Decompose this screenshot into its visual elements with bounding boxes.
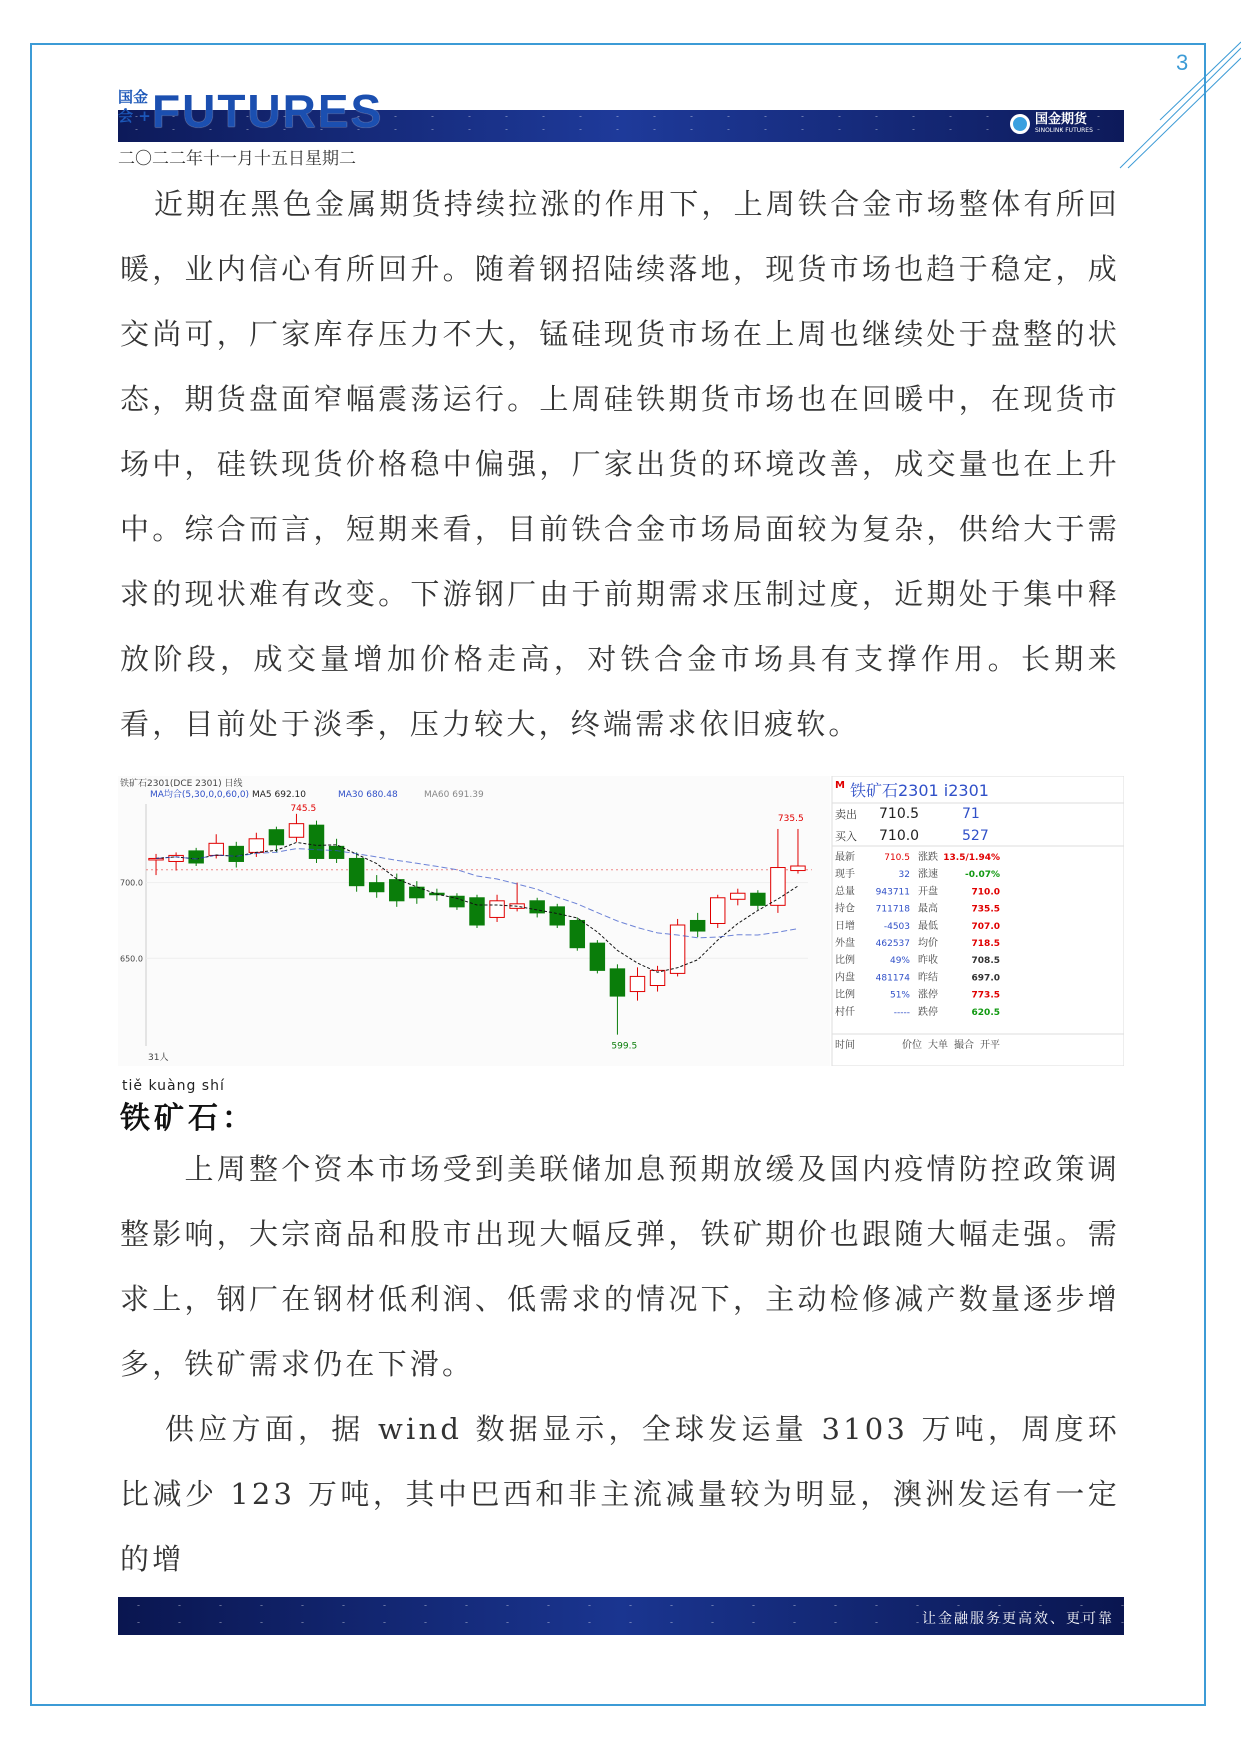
candle-body <box>369 883 383 892</box>
buy-price: 710.0 <box>879 828 920 844</box>
ma-value-ma30: MA30 680.48 <box>338 790 398 800</box>
kline-chart-svg <box>118 776 1124 1066</box>
footer-slogan: 让金融服务更高效、更可靠 <box>922 1611 1114 1627</box>
quote-row-value: 697.0 <box>971 973 1000 984</box>
brand-cn: 国金期货 <box>1035 112 1088 127</box>
quote-row-value: 13.5/1.94% <box>943 853 1000 863</box>
section-title: 铁矿石： <box>120 1101 256 1136</box>
x-axis-label: 31人 <box>148 1053 169 1063</box>
ma-value-ma60: MA60 691.39 <box>424 790 484 800</box>
candle-body <box>771 868 785 906</box>
quote-row-value: 943711 <box>875 887 910 898</box>
quote-row-value: 49% <box>889 956 910 967</box>
candle-body <box>610 969 624 996</box>
quote-row-label: 昨收 <box>918 955 938 967</box>
chart-header-label: 铁矿石2301(DCE 2301) 日线 <box>120 779 243 789</box>
body-paragraph-1: 近期在黑色金属期货持续拉涨的作用下，上周铁合金市场整体有所回暖，业内信心有所回升。随着钢招陆续落地，现货市场也趋于稳定，成交尚可，厂家库存压力不大，锰硅现货市场在上周也继续处于盘整的状态，期货盘面窄幅震荡运行。上周硅铁期货市场也在回暖中，在现货市场中，硅铁现货价格稳中偏强，厂家出货的环境改善，成交量也在上升中。综合而言，短期来看，目前铁合金市场局面较为复杂，供给大于需求的现状难有改变。下游钢厂由于前期需求压制过度，近期处于集中释放阶段，成交量增加价格走高，对铁合金市场具有支撑作用。长期来看，目前处于淡季，压力较大，终端需求依旧疲软。 <box>120 187 1121 741</box>
quote-row-value: -4503 <box>883 921 910 932</box>
quote-row-label: 开盘 <box>918 886 938 898</box>
ma-settings-label: MA均合(5,30,0,0,60,0) <box>150 790 250 800</box>
candle-body <box>309 825 323 858</box>
candle-body <box>530 901 544 913</box>
quote-row-label: 均价 <box>918 938 938 949</box>
candle-body <box>289 824 303 838</box>
annotation-high-right: 735.5 <box>777 813 804 824</box>
y-tick-label: 700.0 <box>120 878 143 888</box>
quote-row-label: 最低 <box>918 920 938 932</box>
candle-body <box>791 866 805 871</box>
quote-title: 铁矿石2301 i2301 <box>850 781 989 800</box>
y-tick-label: 650.0 <box>120 954 143 964</box>
sell-label: 卖出 <box>835 808 857 821</box>
candle-body <box>269 830 283 845</box>
sell-qty: 71 <box>962 806 980 822</box>
quote-footer-label: 开平 <box>980 1040 1000 1051</box>
logo-cn-bottom: 会 + <box>118 107 151 125</box>
candle-body <box>751 893 765 905</box>
quote-row-label: 比例 <box>835 955 855 967</box>
quote-row-value: 718.5 <box>971 939 1000 949</box>
candle-body <box>209 843 223 855</box>
candle-body <box>630 976 644 991</box>
quote-row-label: 比例 <box>835 989 855 1001</box>
brand-en: SINOLINK FUTURES <box>1035 127 1093 134</box>
kline-chart <box>118 776 1124 1066</box>
candle-body <box>690 920 704 931</box>
quote-row-label: 昨结 <box>918 972 938 984</box>
candle-body <box>410 887 424 898</box>
ma-value-ma5: MA5 692.10 <box>252 790 306 800</box>
quote-mark-icon: M <box>835 780 845 791</box>
brand-logo <box>1010 113 1093 135</box>
candle-body <box>590 943 604 970</box>
quote-row-label: 涨速 <box>918 869 938 881</box>
quote-row-value: 481174 <box>875 973 910 984</box>
quote-footer-label: 价位 <box>902 1040 922 1051</box>
report-date: 二〇二二年十一月十五日星期二 <box>118 149 356 169</box>
quote-row-label: 总量 <box>835 886 855 898</box>
quote-row-value: 707.0 <box>971 921 1000 932</box>
quote-row-label: 村仟 <box>835 1006 855 1018</box>
quote-row-label: 内盘 <box>835 972 855 984</box>
quote-row-label: 外盘 <box>835 938 855 949</box>
quote-row-value: ----- <box>893 1007 910 1018</box>
body-paragraph-2: 上周整个资本市场受到美联储加息预期放缓及国内疫情防控政策调整影响，大宗商品和股市出现大幅反弹，铁矿期价也跟随大幅走强。需求上，钢厂在钢材低利润、低需求的情况下，主动检修减产数量逐步增多，铁矿需求仍在下滑。 <box>120 1152 1120 1381</box>
annotation-low: 599.5 <box>611 1041 638 1052</box>
candle-body <box>731 893 745 899</box>
quote-row-label: 跌停 <box>918 1006 938 1018</box>
candle-body <box>550 907 564 925</box>
candle-body <box>169 855 183 861</box>
logo-en: FUTURES <box>152 85 384 137</box>
quote-row-value: 710.0 <box>971 887 1000 898</box>
candle-body <box>329 846 343 858</box>
sell-price: 710.5 <box>879 806 920 822</box>
quote-row-value: 620.5 <box>971 1007 1000 1018</box>
footer-band <box>118 1597 1124 1635</box>
candle-body <box>390 880 404 901</box>
quote-row-label: 最新 <box>835 852 855 863</box>
candle-body <box>189 851 203 863</box>
annotation-high-left: 745.5 <box>290 803 317 814</box>
quote-footer-label: 时间 <box>835 1040 855 1051</box>
quote-row-value: 708.5 <box>971 956 1000 967</box>
quote-row-label: 现手 <box>835 869 855 881</box>
candle-body <box>570 920 584 947</box>
candle-body <box>711 898 725 924</box>
quote-row-value: 710.5 <box>884 853 910 863</box>
candle-body <box>470 898 484 925</box>
candle-body <box>450 896 464 907</box>
logo-futures <box>118 85 384 137</box>
quote-row-label: 最高 <box>918 903 938 915</box>
candle-body <box>229 846 243 861</box>
buy-qty: 527 <box>962 828 989 844</box>
candle-body <box>490 901 504 918</box>
brand-circle-icon <box>1010 114 1030 134</box>
quote-row-value: 32 <box>898 870 910 881</box>
quote-row-value: 462537 <box>875 939 910 949</box>
candle-body <box>249 839 263 853</box>
section-pinyin: tiě kuàng shí <box>122 1078 225 1094</box>
quote-footer-label: 大单 <box>928 1040 948 1051</box>
candle-body <box>349 858 363 885</box>
quote-row-value: 51% <box>889 990 910 1001</box>
body-paragraph-3: 供应方面，据 wind 数据显示，全球发运量 3103 万吨，周度环比减少 123 万吨，其中巴西和非主流减量较为明显，澳洲发运有一定的增 <box>120 1412 1120 1576</box>
quote-row-value: 711718 <box>875 904 910 915</box>
quote-row-label: 涨跌 <box>918 852 938 863</box>
buy-label: 买入 <box>835 830 857 843</box>
logo-cn-top: 国金 <box>118 88 149 106</box>
quote-footer-label: 撮合 <box>954 1040 974 1051</box>
quote-row-label: 持仓 <box>835 903 855 915</box>
quote-row-value: 773.5 <box>971 990 1000 1001</box>
page-number: 3 <box>1176 50 1189 75</box>
quote-row-value: 735.5 <box>971 904 1000 915</box>
quote-row-label: 涨停 <box>918 989 938 1001</box>
quote-row-label: 日增 <box>835 920 855 932</box>
quote-row-value: -0.07% <box>965 870 1000 881</box>
